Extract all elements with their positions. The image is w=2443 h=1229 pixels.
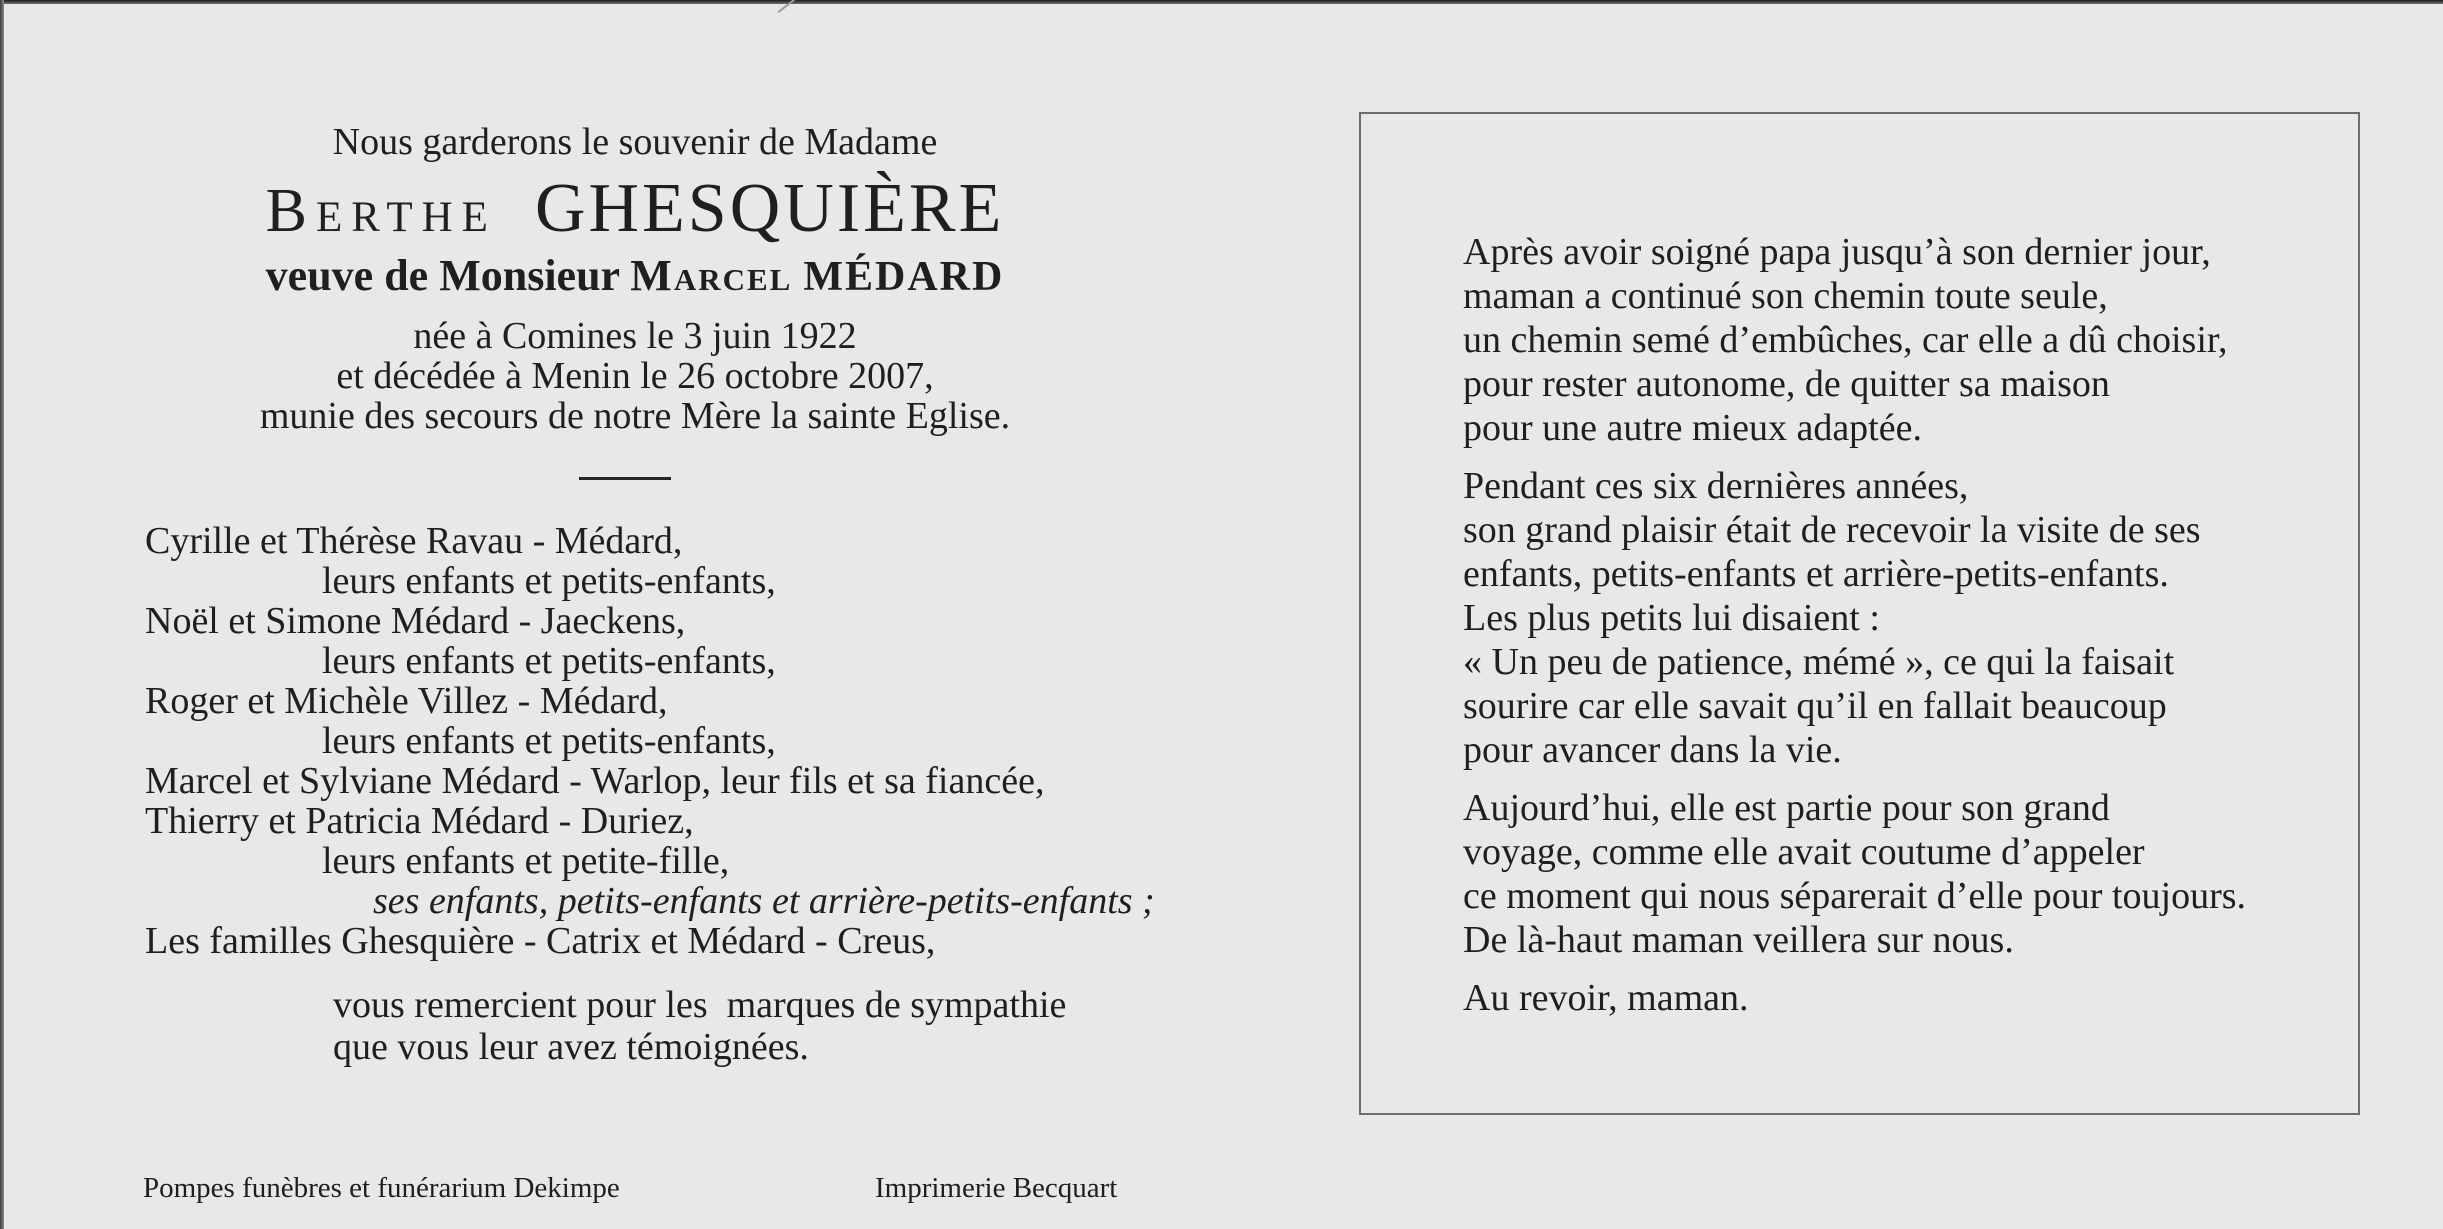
memorial-farewell: Au revoir, maman. <box>1463 977 1749 1019</box>
widow-prefix: veuve de Monsieur <box>265 251 620 300</box>
thanks-lines: vous remercient pour les marques de sympathie que vous leur avez témoignées. <box>333 984 1067 1068</box>
memorial-paragraph-1: Après avoir soigné papa jusqu’à son dernier jour, maman a continué son chemin toute seule, un chemin semé d’embûches, car elle a dû choisir, pour rester autonome, de quitter sa maison pour une autre mieux adaptée. <box>1463 231 2228 449</box>
deceased-last-name: GHESQUIÈRE <box>534 170 1005 247</box>
memorial-paragraph-2: Pendant ces six dernières années, son grand plaisir était de recevoir la visite de ses enfants, petits-enfants et arrière-petits-enfants. Les plus petits lui disaient : « Un peu de patience, mémé », ce qui la faisait sourire car elle savait qu’il en fallait beaucoup pour avancer dans la vie. <box>1463 465 2201 771</box>
birth-death-lines: née à Comines le 3 juin 1922 et décédée à Menin le 26 octobre 2007, munie des secours de notre Mère la sainte Eglise. <box>259 315 1011 437</box>
family-list: Cyrille et Thérèse Ravau - Médard, leurs enfants et petits-enfants, Noël et Simone Médard - Jaeckens, leurs enfants et petits-enfants, Roger et Michèle Villez - Médard, leurs enfants et petits-enfants, Marcel et Sylviane Médard - Warlop, leur fils et sa fiancée, Thierry et Patricia Médard - Duriez, leurs enfants et petite-fille, ses enfants, petits-enfants et arrière-petits-enfants ; Les familles Ghesquière - Catrix et Médard - Creus, <box>145 520 1155 962</box>
husband-last-name: MÉDARD <box>803 254 1005 300</box>
deceased-first-name: Berthe <box>265 177 497 245</box>
intro-line: Nous garderons le souvenir de Madame <box>332 121 938 163</box>
widow-line <box>10 250 1260 301</box>
printer-imprint: Imprimerie Becquart <box>875 1172 1118 1204</box>
memorial-text-box <box>1359 112 2360 1115</box>
scan-edge-top <box>0 0 2443 4</box>
scan-edge-left <box>0 0 4 1229</box>
funeral-home-imprint: Pompes funèbres et funérarium Dekimpe <box>143 1172 620 1204</box>
husband-first-name: Marcel <box>630 251 793 300</box>
memorial-paragraph-3: Aujourd’hui, elle est partie pour son grand voyage, comme elle avait coutume d’appeler ce moment qui nous séparerait d’elle pour toujours. De là-haut maman veillera sur nous. <box>1463 787 2247 961</box>
separator-rule <box>579 477 671 480</box>
